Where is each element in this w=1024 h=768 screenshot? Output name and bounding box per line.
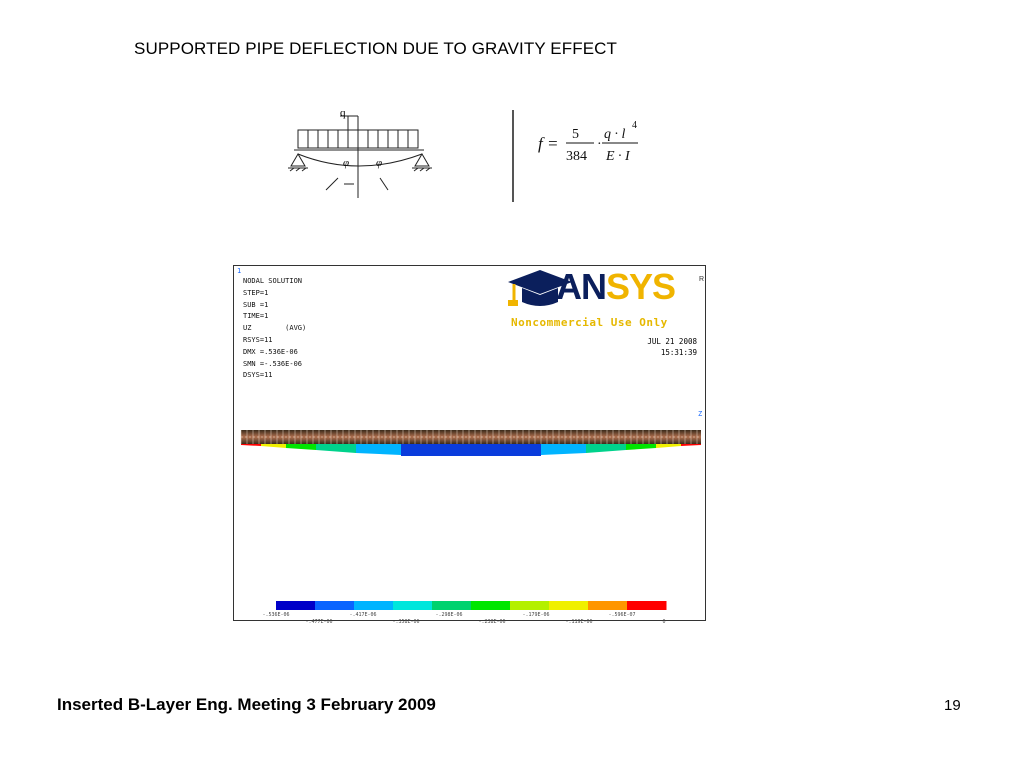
legend-band [549,601,589,610]
info-line: SMN =-.536E-06 [243,359,303,368]
color-legend [276,601,666,610]
deflection-curve [298,154,422,166]
legend-label: -.298E-06 [435,612,463,618]
footer-text: Inserted B-Layer Eng. Meeting 3 February 2009 [57,695,436,714]
legend-band [432,601,472,610]
angle-label-right: φ [376,157,383,169]
svg-text:·: · [597,137,602,152]
beam-load-diagram [288,108,448,200]
legend-label: 0 [662,619,666,625]
legend-label: -.417E-06 [349,612,377,618]
info-line: DSYS=11 [243,371,273,380]
formula-lhs: f = [538,134,559,153]
legend-label: -.596E-07 [608,612,636,618]
legend-label: -.119E-06 [565,619,593,625]
formula-coef-den: 384 [566,149,587,164]
ansys-result-window [233,265,706,625]
legend-band [510,601,550,610]
logo-sys: SYS [606,266,676,307]
legend-band [588,601,628,610]
info-line: DMX =.536E-06 [243,347,298,356]
contour-bands [241,444,701,456]
legend-labels-bottom [276,619,676,627]
deflected-beam-contour [241,426,701,462]
legend-band [276,601,316,610]
info-line: STEP=1 [243,288,269,297]
legend-label: -.477E-06 [305,619,333,625]
legend-band [471,601,511,610]
info-line: UZ (AVG) [243,324,307,333]
logo-an: AN [556,266,606,307]
date: JUL 21 2008 [647,337,697,346]
angle-label-left: φ [343,157,350,169]
noncommercial-notice: Noncommercial Use Only [511,316,668,329]
legend-band [315,601,355,610]
ansys-logo [556,266,675,308]
time: 15:31:39 [660,348,697,357]
formula-frac-num: q · l [604,127,626,142]
info-line: NODAL SOLUTION [243,277,303,285]
legend-label: -.358E-06 [392,619,420,625]
legend-label: -.238E-06 [478,619,506,625]
nodal-solution-info [243,276,306,382]
axis-triad-label: Z [698,410,703,418]
legend-label: -.179E-06 [522,612,550,618]
deflection-formula [538,116,648,176]
divider-line [512,110,514,202]
formula-coef-num: 5 [572,127,579,142]
legend-band [354,601,394,610]
formula-frac-den: E · I [606,149,630,164]
legend-label: -.536E-06 [262,612,290,618]
legend-band [627,601,667,610]
info-line: RSYS=11 [243,335,273,344]
load-q-label: q [340,107,346,119]
info-line: SUB =1 [243,300,269,309]
legend-band [393,601,433,610]
registered-mark: R [699,276,705,283]
timestamp [641,336,697,358]
slide-title: SUPPORTED PIPE DEFLECTION DUE TO GRAVITY EFFECT [134,39,617,58]
formula-exponent: 4 [632,120,637,131]
window-index: 1 [237,267,242,275]
page-number: 19 [944,697,961,714]
info-line: TIME=1 [243,312,269,321]
